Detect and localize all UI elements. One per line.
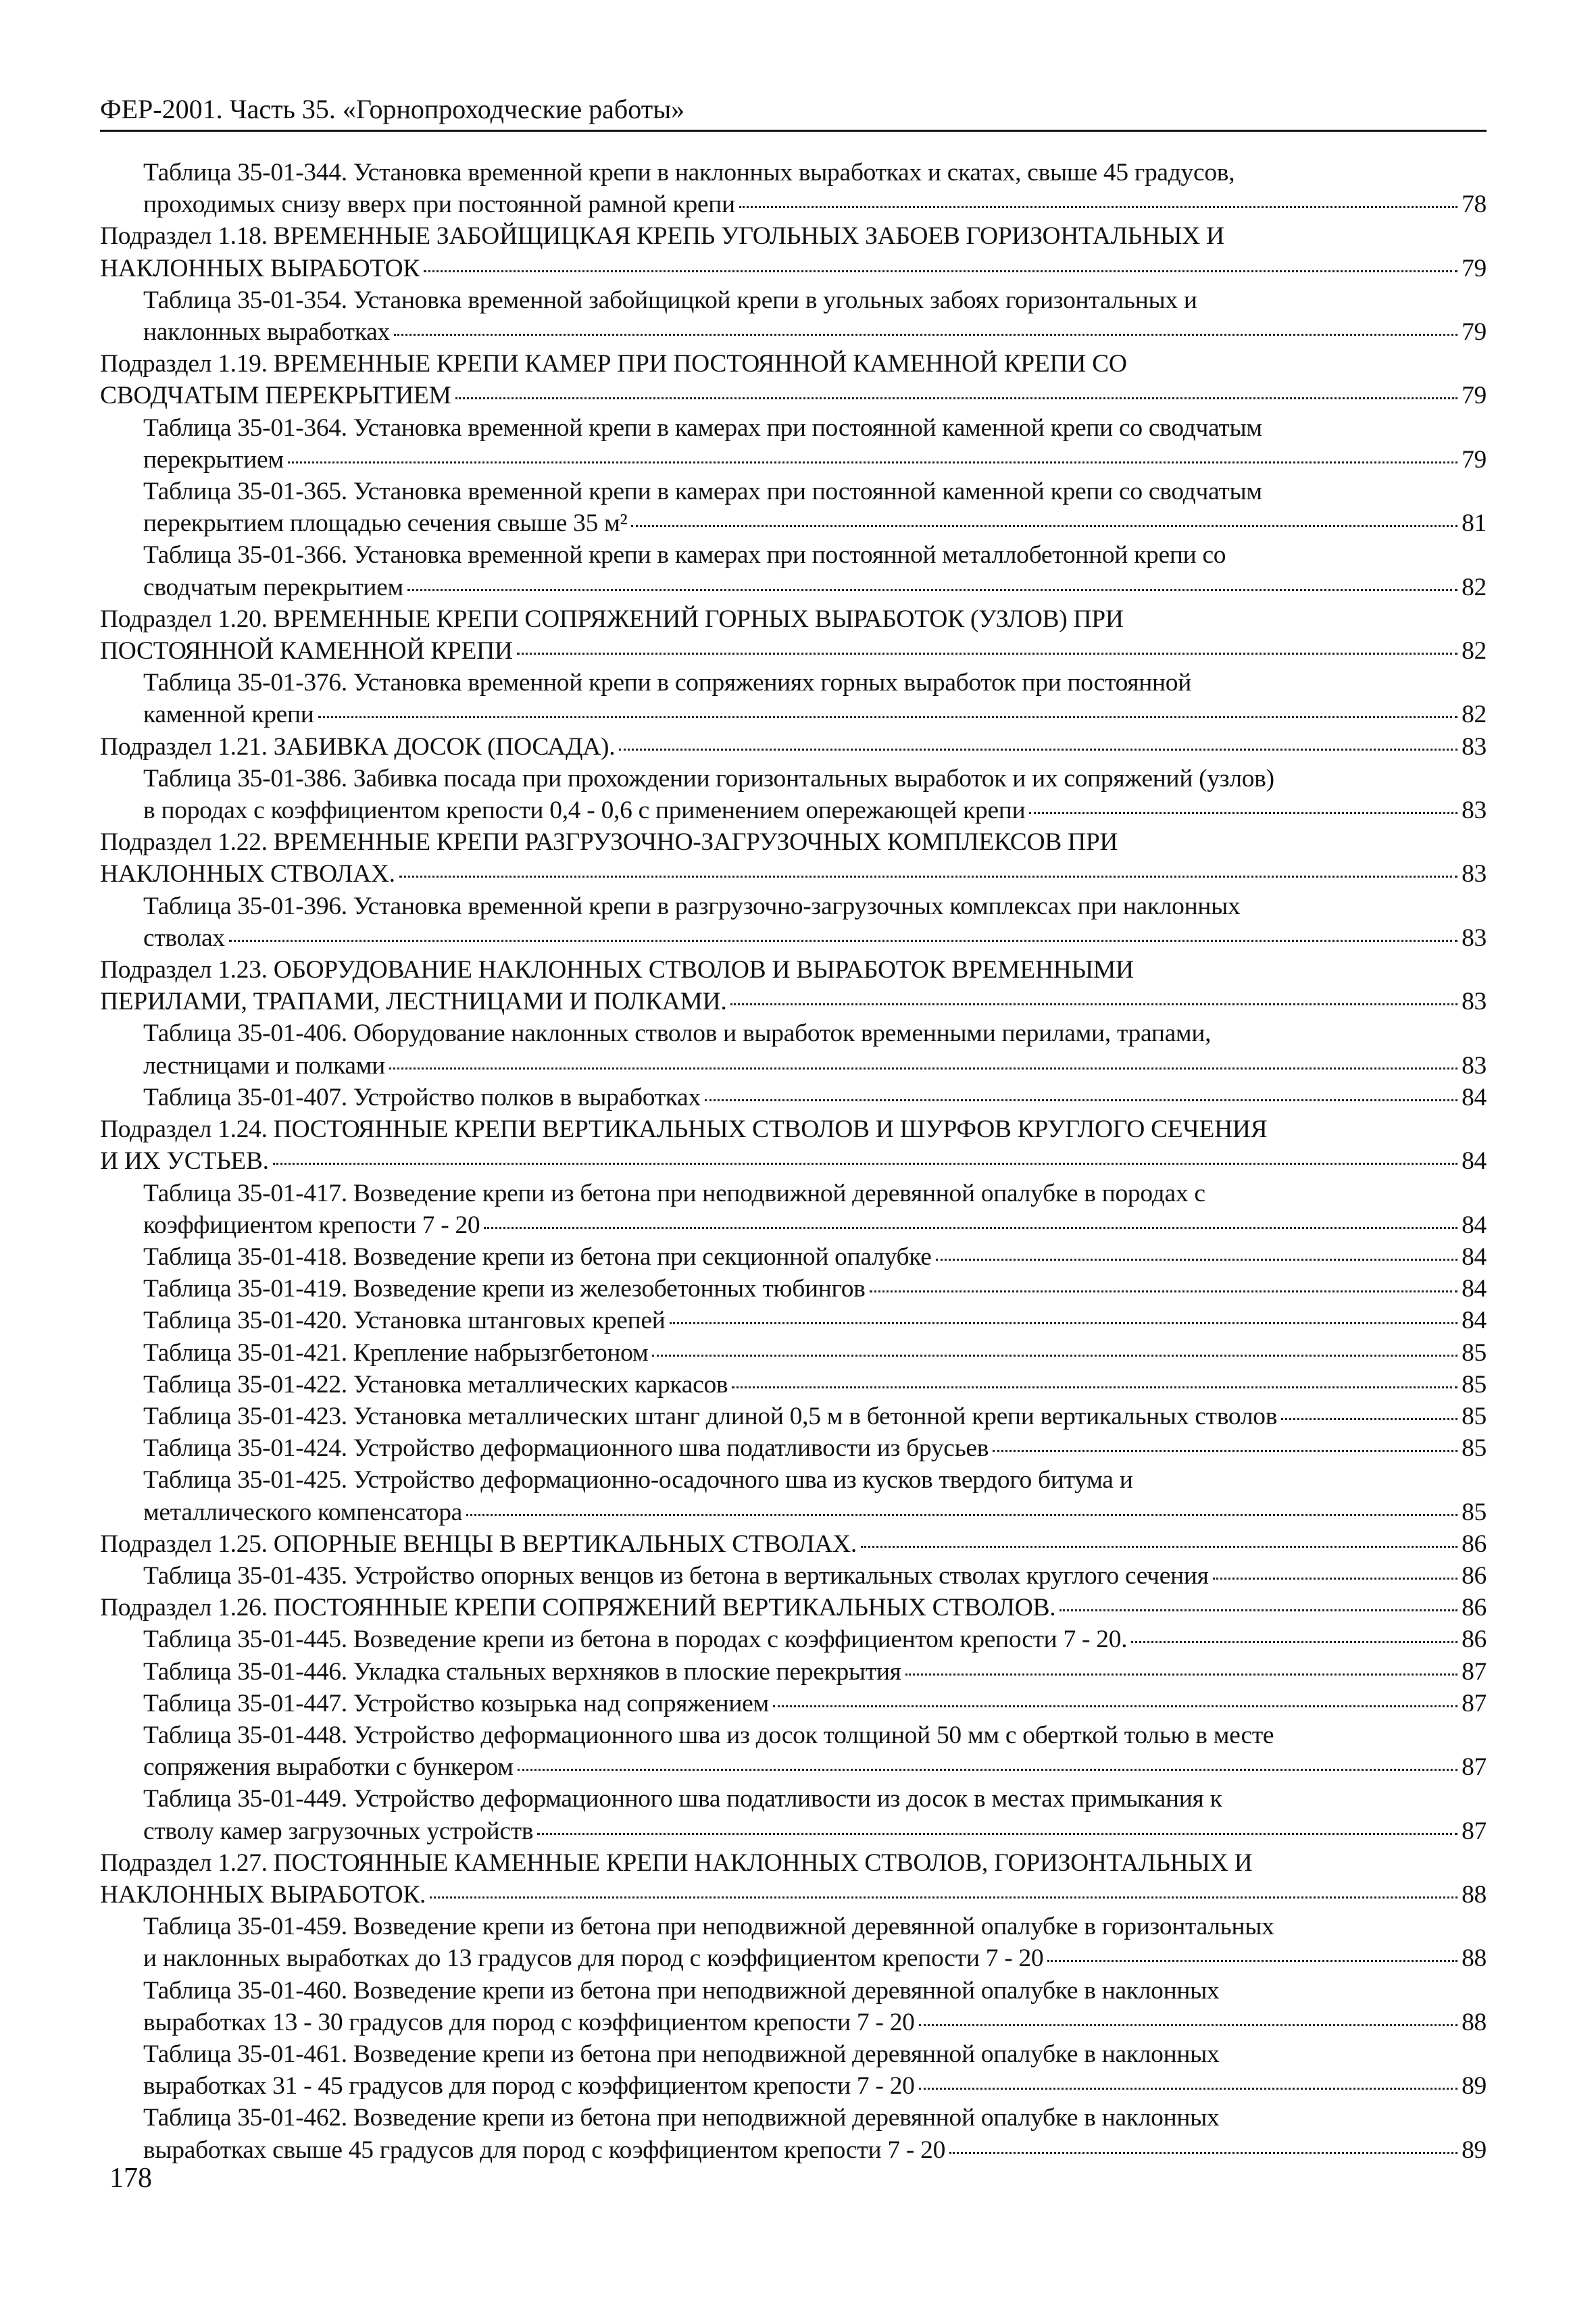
toc-table-entry bbox=[100, 476, 1487, 539]
entry-page-number: 84 bbox=[1462, 1307, 1487, 1335]
entry-text-line: Таблица 35-01-460. Возведение крепи из бетона при неподвижной деревянной опалубке в наклонных bbox=[143, 1976, 1220, 2005]
toc-table-entry bbox=[100, 539, 1487, 603]
entry-last-line bbox=[143, 1050, 1487, 1082]
entry-text-line: Таблица 35-01-421. Крепление набрызгбетоном bbox=[143, 1338, 649, 1367]
dot-leader bbox=[652, 1355, 1457, 1357]
entry-last-line bbox=[143, 1082, 1487, 1113]
entry-last-line bbox=[143, 1241, 1487, 1273]
entry-text-line: СВОДЧАТЫМ ПЕРЕКРЫТИЕМ bbox=[100, 382, 451, 410]
entry-text-line: НАКЛОННЫХ ВЫРАБОТОК. bbox=[100, 1880, 426, 1909]
entry-page-number: 84 bbox=[1462, 1083, 1487, 1111]
entry-page-number: 78 bbox=[1462, 191, 1487, 219]
toc-subsection-entry bbox=[100, 1592, 1487, 1624]
entry-text-line: лестницами и полками bbox=[143, 1051, 385, 1080]
entry-page-number: 87 bbox=[1462, 1689, 1487, 1717]
entry-page-number: 86 bbox=[1462, 1626, 1487, 1654]
entry-page-number: 84 bbox=[1462, 1147, 1487, 1176]
entry-text-line: Подраздел 1.27. ПОСТОЯННЫЕ КАМЕННЫЕ КРЕПИ НАКЛОННЫХ СТВОЛОВ, ГОРИЗОНТАЛЬНЫХ И bbox=[100, 1848, 1253, 1877]
dot-leader bbox=[389, 1067, 1457, 1070]
entry-text-line: перекрытием bbox=[143, 445, 284, 474]
entry-last-line bbox=[100, 1528, 1487, 1560]
entry-text-line: НАКЛОННЫХ СТВОЛАХ. bbox=[100, 860, 395, 888]
entry-page-number: 88 bbox=[1462, 1880, 1487, 1909]
dot-leader bbox=[732, 1386, 1457, 1388]
toc-table-entry bbox=[100, 1273, 1487, 1305]
entry-last-line bbox=[100, 1145, 1487, 1177]
entry-text-line: Таблица 35-01-424. Устройство деформационного шва податливости из брусьев bbox=[143, 1434, 989, 1463]
entry-text-line: Таблица 35-01-418. Возведение крепи из бетона при секционной опалубке bbox=[143, 1242, 932, 1271]
entry-text-line: ПОСТОЯННОЙ КАМЕННОЙ КРЕПИ bbox=[100, 637, 513, 665]
entry-page-number: 89 bbox=[1462, 2136, 1487, 2164]
entry-text-line: Таблица 35-01-447. Устройство козырька над сопряжением bbox=[143, 1689, 769, 1717]
entry-text-line: Таблица 35-01-449. Устройство деформационного шва податливости из досок в местах примыкания к bbox=[143, 1785, 1222, 1813]
dot-leader bbox=[484, 1227, 1457, 1229]
entry-text-line: Таблица 35-01-448. Устройство деформационного шва из досок толщиной 50 мм с оберткой толью в месте bbox=[143, 1721, 1274, 1749]
entry-page-number: 83 bbox=[1462, 1051, 1487, 1080]
entry-text-line: Подраздел 1.22. ВРЕМЕННЫЕ КРЕПИ РАЗГРУЗОЧНО-ЗАГРУЗОЧНЫХ КОМПЛЕКСОВ ПРИ bbox=[100, 828, 1118, 857]
dot-leader bbox=[739, 206, 1457, 208]
dot-leader bbox=[619, 749, 1457, 751]
entry-text-line: Таблица 35-01-386. Забивка посада при прохождении горизонтальных выработок и их сопряжений (узлов) bbox=[143, 764, 1274, 793]
dot-leader bbox=[424, 270, 1457, 272]
entry-last-line bbox=[143, 1942, 1487, 1974]
toc-table-entry bbox=[100, 1241, 1487, 1273]
entry-last-line bbox=[143, 572, 1487, 603]
entry-text-line: Подраздел 1.26. ПОСТОЯННЫЕ КРЕПИ СОПРЯЖЕНИЙ ВЕРТИКАЛЬНЫХ СТВОЛОВ. bbox=[100, 1594, 1056, 1622]
entry-page-number: 83 bbox=[1462, 860, 1487, 888]
dot-leader bbox=[430, 1896, 1457, 1898]
dot-leader bbox=[1047, 1960, 1457, 1962]
entry-page-number: 89 bbox=[1462, 2072, 1487, 2101]
entry-page-number: 79 bbox=[1462, 382, 1487, 410]
entry-text-line: выработках 31 - 45 градусов для пород с коэффициентом крепости 7 - 20 bbox=[143, 2072, 915, 2101]
entry-last-line bbox=[143, 1369, 1487, 1401]
toc-table-entry bbox=[100, 1305, 1487, 1336]
dot-leader bbox=[399, 876, 1457, 878]
dot-leader bbox=[1281, 1418, 1457, 1420]
toc-subsection-entry bbox=[100, 348, 1487, 411]
dot-leader bbox=[1029, 812, 1457, 814]
dot-leader bbox=[631, 525, 1457, 527]
entry-page-number: 85 bbox=[1462, 1338, 1487, 1367]
dot-leader bbox=[517, 653, 1457, 655]
entry-last-line bbox=[100, 731, 1487, 763]
entry-page-number: 87 bbox=[1462, 1657, 1487, 1686]
dot-leader bbox=[518, 1769, 1457, 1771]
entry-text-line: Таблица 35-01-420. Установка штанговых крепей bbox=[143, 1307, 666, 1335]
entry-last-line bbox=[100, 1879, 1487, 1911]
toc-subsection-entry bbox=[100, 1847, 1487, 1911]
entry-last-line bbox=[100, 253, 1487, 284]
entry-last-line bbox=[143, 2134, 1487, 2166]
entry-last-line bbox=[143, 507, 1487, 539]
entry-last-line bbox=[143, 1560, 1487, 1592]
toc-table-entry bbox=[100, 667, 1487, 730]
entry-text-line: сопряжения выработки с бункером bbox=[143, 1753, 514, 1782]
entry-last-line bbox=[143, 1209, 1487, 1241]
entry-page-number: 79 bbox=[1462, 254, 1487, 282]
toc-table-entry bbox=[100, 890, 1487, 954]
entry-text-line: выработках свыше 45 градусов для пород с коэффициентом крепости 7 - 20 bbox=[143, 2136, 946, 2164]
dot-leader bbox=[537, 1833, 1457, 1835]
toc-subsection-entry bbox=[100, 731, 1487, 763]
toc-subsection-entry bbox=[100, 1113, 1487, 1177]
dot-leader bbox=[273, 1163, 1457, 1165]
entry-last-line bbox=[143, 316, 1487, 348]
entry-text-line: ПЕРИЛАМИ, ТРАПАМИ, ЛЕСТНИЦАМИ И ПОЛКАМИ. bbox=[100, 988, 727, 1016]
entry-text-line: НАКЛОННЫХ ВЫРАБОТОК bbox=[100, 254, 420, 282]
dot-leader bbox=[1059, 1609, 1457, 1611]
entry-page-number: 83 bbox=[1462, 732, 1487, 761]
entry-page-number: 85 bbox=[1462, 1434, 1487, 1463]
entry-page-number: 84 bbox=[1462, 1275, 1487, 1303]
toc-table-entry bbox=[100, 1719, 1487, 1783]
entry-page-number: 86 bbox=[1462, 1530, 1487, 1558]
entry-page-number: 85 bbox=[1462, 1370, 1487, 1399]
entry-last-line bbox=[100, 1592, 1487, 1624]
toc-table-entry bbox=[100, 157, 1487, 220]
dot-leader bbox=[229, 940, 1457, 942]
entry-text-line: Таблица 35-01-407. Устройство полков в выработках bbox=[143, 1083, 701, 1111]
dot-leader bbox=[407, 589, 1457, 591]
entry-page-number: 83 bbox=[1462, 988, 1487, 1016]
entry-page-number: 83 bbox=[1462, 924, 1487, 952]
entry-page-number: 82 bbox=[1462, 637, 1487, 665]
entry-text-line: И ИХ УСТЬЕВ. bbox=[100, 1147, 269, 1176]
dot-leader bbox=[919, 2024, 1457, 2026]
dot-leader bbox=[1131, 1641, 1457, 1643]
entry-last-line bbox=[143, 1751, 1487, 1783]
dot-leader bbox=[861, 1546, 1457, 1548]
toc-table-entry bbox=[100, 1017, 1487, 1081]
entry-page-number: 79 bbox=[1462, 445, 1487, 474]
entry-page-number: 87 bbox=[1462, 1753, 1487, 1782]
entry-text-line: стволах bbox=[143, 924, 225, 952]
toc-table-entry bbox=[100, 2102, 1487, 2165]
entry-text-line: Таблица 35-01-445. Возведение крепи из бетона в породах с коэффициентом крепости 7 - 20. bbox=[143, 1626, 1128, 1654]
entry-last-line bbox=[143, 444, 1487, 476]
entry-text-line: коэффициентом крепости 7 - 20 bbox=[143, 1211, 480, 1239]
entry-page-number: 86 bbox=[1462, 1594, 1487, 1622]
dot-leader bbox=[773, 1705, 1457, 1707]
entry-text-line: Таблица 35-01-435. Устройство опорных венцов из бетона в вертикальных стволах круглого сечения bbox=[143, 1561, 1209, 1590]
entry-text-line: Подраздел 1.24. ПОСТОЯННЫЕ КРЕПИ ВЕРТИКАЛЬНЫХ СТВОЛОВ И ШУРФОВ КРУГЛОГО СЕЧЕНИЯ bbox=[100, 1115, 1268, 1144]
entry-last-line bbox=[143, 699, 1487, 730]
entry-text-line: Таблица 35-01-364. Установка временной крепи в камерах при постоянной каменной крепи со сводчатым bbox=[143, 413, 1262, 442]
entry-page-number: 88 bbox=[1462, 2008, 1487, 2036]
entry-text-line: Таблица 35-01-459. Возведение крепи из бетона при неподвижной деревянной опалубке в горизонтальных bbox=[143, 1913, 1274, 1941]
entry-text-line: Подраздел 1.21. ЗАБИВКА ДОСОК (ПОСАДА). bbox=[100, 732, 616, 761]
entry-text-line: стволу камер загрузочных устройств bbox=[143, 1817, 534, 1845]
entry-last-line bbox=[143, 1656, 1487, 1688]
entry-text-line: Подраздел 1.25. ОПОРНЫЕ ВЕНЦЫ В ВЕРТИКАЛЬНЫХ СТВОЛАХ. bbox=[100, 1530, 857, 1558]
entry-text-line: Таблица 35-01-366. Установка временной крепи в камерах при постоянной металлобетонной крепи со bbox=[143, 541, 1226, 570]
entry-text-line: и наклонных выработках до 13 градусов для пород с коэффициентом крепости 7 - 20 bbox=[143, 1944, 1044, 1973]
entry-last-line bbox=[143, 1305, 1487, 1336]
entry-last-line bbox=[143, 1401, 1487, 1432]
entry-last-line bbox=[143, 1688, 1487, 1719]
dot-leader bbox=[730, 1003, 1457, 1005]
entry-page-number: 84 bbox=[1462, 1211, 1487, 1239]
entry-text-line: Таблица 35-01-365. Установка временной крепи в камерах при постоянной каменной крепи со сводчатым bbox=[143, 478, 1262, 506]
dot-leader bbox=[318, 716, 1458, 718]
entry-last-line bbox=[143, 1496, 1487, 1528]
entry-last-line bbox=[143, 1337, 1487, 1369]
entry-text-line: сводчатым перекрытием bbox=[143, 573, 403, 601]
entry-text-line: Таблица 35-01-417. Возведение крепи из бетона при неподвижной деревянной опалубке в породах с bbox=[143, 1179, 1205, 1207]
dot-leader bbox=[949, 2152, 1457, 2154]
dot-leader bbox=[919, 2088, 1457, 2090]
toc-subsection-entry bbox=[100, 603, 1487, 667]
toc-table-entry bbox=[100, 763, 1487, 826]
dot-leader bbox=[993, 1450, 1457, 1452]
entry-text-line: Подраздел 1.20. ВРЕМЕННЫЕ КРЕПИ СОПРЯЖЕНИЙ ГОРНЫХ ВЫРАБОТОК (УЗЛОВ) ПРИ bbox=[100, 605, 1124, 633]
entry-page-number: 82 bbox=[1462, 573, 1487, 601]
toc-subsection-entry bbox=[100, 1528, 1487, 1560]
toc-table-entry bbox=[100, 1560, 1487, 1592]
entry-text-line: проходимых снизу вверх при постоянной рамной крепи bbox=[143, 191, 735, 219]
entry-text-line: Таблица 35-01-419. Возведение крепи из железобетонных тюбингов bbox=[143, 1275, 866, 1303]
dot-leader bbox=[288, 461, 1457, 463]
entry-page-number: 87 bbox=[1462, 1817, 1487, 1845]
dot-leader bbox=[670, 1322, 1458, 1324]
entry-text-line: наклонных выработках bbox=[143, 318, 390, 347]
entry-page-number: 82 bbox=[1462, 701, 1487, 729]
toc-table-entry bbox=[100, 284, 1487, 348]
toc-table-entry bbox=[100, 1464, 1487, 1528]
dot-leader bbox=[870, 1290, 1458, 1292]
entry-page-number: 79 bbox=[1462, 318, 1487, 347]
entry-text-line: Таблица 35-01-422. Установка металлических каркасов bbox=[143, 1370, 728, 1399]
toc-table-entry bbox=[100, 2038, 1487, 2102]
toc-table-entry bbox=[100, 1178, 1487, 1241]
entry-text-line: металлического компенсатора bbox=[143, 1498, 462, 1526]
entry-text-line: Таблица 35-01-425. Устройство деформационно-осадочного шва из кусков твердого битума и bbox=[143, 1466, 1133, 1494]
entry-text-line: Таблица 35-01-406. Оборудование наклонных стволов и выработок временными перилами, трапами, bbox=[143, 1020, 1212, 1048]
entry-last-line bbox=[143, 1815, 1487, 1847]
dot-leader bbox=[455, 397, 1458, 399]
entry-text-line: Таблица 35-01-461. Возведение крепи из бетона при неподвижной деревянной опалубке в наклонных bbox=[143, 2040, 1220, 2068]
entry-last-line bbox=[100, 986, 1487, 1017]
dot-leader bbox=[705, 1099, 1457, 1101]
toc-table-entry bbox=[100, 1369, 1487, 1401]
entry-last-line bbox=[143, 1273, 1487, 1305]
entry-page-number: 81 bbox=[1462, 509, 1487, 538]
entry-text-line: Таблица 35-01-344. Установка временной крепи в наклонных выработках и скатах, свыше 45 градусов, bbox=[143, 159, 1235, 186]
entry-text-line: каменной крепи bbox=[143, 701, 314, 729]
entry-page-number: 84 bbox=[1462, 1242, 1487, 1271]
entry-last-line bbox=[143, 188, 1487, 220]
toc-table-entry bbox=[100, 1401, 1487, 1432]
entry-last-line bbox=[143, 2007, 1487, 2038]
toc-subsection-entry bbox=[100, 826, 1487, 890]
entry-text-line: Таблица 35-01-396. Установка временной крепи в разгрузочно-загрузочных комплексах при наклонных bbox=[143, 892, 1241, 920]
entry-last-line bbox=[100, 858, 1487, 890]
toc-table-entry bbox=[100, 1783, 1487, 1846]
dot-leader bbox=[905, 1674, 1457, 1676]
page-number: 178 bbox=[109, 2163, 152, 2194]
dot-leader bbox=[936, 1259, 1458, 1261]
entry-last-line bbox=[143, 795, 1487, 826]
entry-last-line bbox=[100, 380, 1487, 411]
entry-page-number: 86 bbox=[1462, 1561, 1487, 1590]
entry-text-line: выработках 13 - 30 градусов для пород с коэффициентом крепости 7 - 20 bbox=[143, 2008, 915, 2036]
entry-last-line bbox=[143, 1624, 1487, 1655]
entry-last-line bbox=[143, 2070, 1487, 2102]
toc-table-entry bbox=[100, 412, 1487, 476]
entry-text-line: Таблица 35-01-462. Возведение крепи из бетона при неподвижной деревянной опалубке в наклонных bbox=[143, 2104, 1220, 2132]
entry-page-number: 85 bbox=[1462, 1498, 1487, 1526]
toc-table-entry bbox=[100, 1975, 1487, 2038]
entry-page-number: 85 bbox=[1462, 1402, 1487, 1430]
entry-last-line bbox=[143, 1432, 1487, 1464]
entry-text-line: Подраздел 1.19. ВРЕМЕННЫЕ КРЕПИ КАМЕР ПРИ ПОСТОЯННОЙ КАМЕННОЙ КРЕПИ СО bbox=[100, 350, 1127, 378]
entry-last-line bbox=[100, 635, 1487, 667]
table-of-contents bbox=[100, 157, 1487, 2166]
toc-table-entry bbox=[100, 1432, 1487, 1464]
dot-leader bbox=[466, 1514, 1457, 1516]
entry-text-line: перекрытием площадью сечения свыше 35 м² bbox=[143, 509, 628, 538]
dot-leader bbox=[394, 334, 1457, 336]
entry-text-line: Таблица 35-01-446. Укладка стальных верхняков в плоские перекрытия bbox=[143, 1657, 901, 1686]
entry-text-line: Таблица 35-01-423. Установка металлических штанг длиной 0,5 м в бетонной крепи вертикальных стволов bbox=[143, 1402, 1278, 1430]
entry-text-line: Подраздел 1.23. ОБОРУДОВАНИЕ НАКЛОННЫХ СТВОЛОВ И ВЫРАБОТОК ВРЕМЕННЫМИ bbox=[100, 956, 1134, 984]
entry-text-line: Таблица 35-01-354. Установка временной забойщицкой крепи в угольных забоях горизонтальных и bbox=[143, 286, 1197, 314]
entry-text-line: Таблица 35-01-376. Установка временной крепи в сопряжениях горных выработок при постоянной bbox=[143, 669, 1192, 697]
toc-subsection-entry bbox=[100, 954, 1487, 1017]
toc-subsection-entry bbox=[100, 220, 1487, 284]
entry-last-line bbox=[143, 922, 1487, 954]
entry-text-line: Подраздел 1.18. ВРЕМЕННЫЕ ЗАБОЙЩИЦКАЯ КРЕПЬ УГОЛЬНЫХ ЗАБОЕВ ГОРИЗОНТАЛЬНЫХ И bbox=[100, 222, 1224, 251]
toc-table-entry bbox=[100, 1624, 1487, 1655]
entry-text-line: в породах с коэффициентом крепости 0,4 - 0,6 с применением опережающей крепи bbox=[143, 797, 1026, 825]
running-header: ФЕР-2001. Часть 35. «Горнопроходческие работы» bbox=[100, 92, 1487, 132]
toc-table-entry bbox=[100, 1082, 1487, 1113]
toc-table-entry bbox=[100, 1688, 1487, 1719]
entry-page-number: 88 bbox=[1462, 1944, 1487, 1973]
toc-table-entry bbox=[100, 1656, 1487, 1688]
entry-page-number: 83 bbox=[1462, 797, 1487, 825]
toc-table-entry bbox=[100, 1911, 1487, 1974]
toc-table-entry bbox=[100, 1337, 1487, 1369]
dot-leader bbox=[1213, 1578, 1458, 1580]
